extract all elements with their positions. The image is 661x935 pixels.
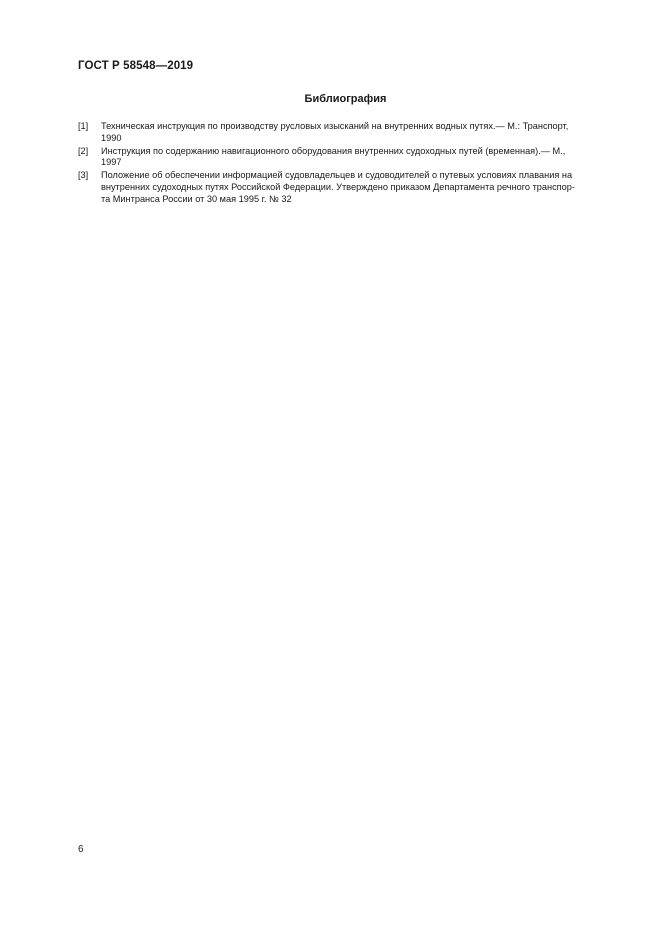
bibliography-list [78, 121, 613, 207]
standard-header: ГОСТ Р 58548—2019 [78, 60, 194, 72]
bibliography-item-number: [2] [78, 145, 89, 156]
bibliography-item [78, 121, 613, 144]
section-title: Библиография [304, 93, 387, 105]
bibliography-item-text: Инструкция по содержанию навигационного оборудования внутренних судоходных путей (временная).— М., 1997 [101, 145, 566, 168]
page-number: 6 [78, 844, 84, 855]
bibliography-item-number: [3] [78, 170, 89, 181]
bibliography-item-text: Техническая инструкция по производству русловых изысканий на внутренних водных путях.— М.: Транспорт, 1990 [101, 121, 569, 143]
bibliography-item-number: [1] [78, 121, 89, 131]
bibliography-item-text: Положение об обеспечении информацией судовладельцев и судоводителей о путевых условиях плавания на внутренних судоходных путях Российской Федерации. Утверждено приказом Департамента речного транспор- та Минтранса России от 30 мая 1995 г. № 32 [101, 170, 575, 204]
bibliography-item [78, 170, 613, 205]
bibliography-item [78, 146, 613, 169]
